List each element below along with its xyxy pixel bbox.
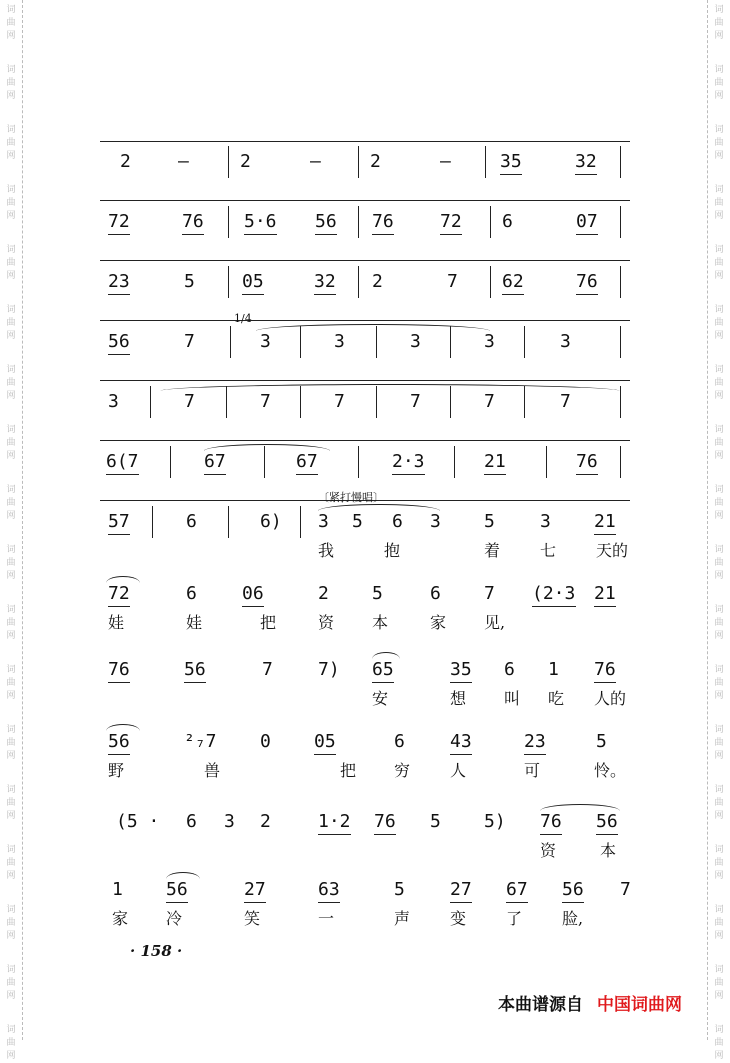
lyric-char: 七 xyxy=(540,541,557,560)
bar-line xyxy=(490,206,491,238)
footer-source-text: 本曲谱源自 xyxy=(498,995,583,1015)
watermark-text: 词 曲 网 xyxy=(714,425,724,461)
watermark-text: 词 曲 网 xyxy=(714,5,724,41)
slur-arc xyxy=(106,724,140,731)
jianpu-note: 72 xyxy=(440,211,462,232)
jianpu-note: 7) xyxy=(318,659,340,680)
lyric-char: 冷 xyxy=(166,909,183,928)
bar-line xyxy=(620,326,621,358)
jianpu-note: 1 xyxy=(112,879,123,900)
beat-underline xyxy=(374,834,396,835)
beat-underline xyxy=(596,834,618,835)
watermark-text: 词 曲 网 xyxy=(6,245,16,281)
system-rule xyxy=(100,260,630,261)
jianpu-note: 3 xyxy=(334,331,345,352)
lyric-char: 本 xyxy=(600,841,617,860)
jianpu-note: 0 xyxy=(260,731,271,752)
jianpu-note: 7 xyxy=(447,271,458,292)
lyric-char: 家 xyxy=(112,909,129,928)
lyric-char: 可 xyxy=(524,761,541,780)
jianpu-note: 67 xyxy=(296,451,318,472)
jianpu-note: 67 xyxy=(506,879,528,900)
bar-line xyxy=(485,146,486,178)
slur-arc xyxy=(106,576,140,583)
meter-mark: 1/4 xyxy=(234,312,252,325)
beat-underline xyxy=(108,354,130,355)
beat-underline xyxy=(440,234,462,235)
watermark-text: 词 曲 网 xyxy=(714,725,724,761)
lyric-char: 着 xyxy=(484,541,501,560)
lyric-char: 一 xyxy=(318,909,335,928)
watermark-text: 词 曲 网 xyxy=(6,665,16,701)
beat-underline xyxy=(540,834,562,835)
bar-line xyxy=(228,266,229,298)
jianpu-note: 76 xyxy=(576,451,598,472)
lyric-char: 天的 xyxy=(596,541,629,560)
beat-underline xyxy=(594,606,616,607)
jianpu-note: 2 xyxy=(372,271,383,292)
jianpu-note: 7 xyxy=(484,391,495,412)
jianpu-note: ²₇7 xyxy=(184,731,217,752)
bar-line xyxy=(620,206,621,238)
beat-underline xyxy=(244,902,266,903)
jianpu-note: 35 xyxy=(450,659,472,680)
beat-underline xyxy=(314,754,336,755)
jianpu-note: 56 xyxy=(108,731,130,752)
jianpu-note: 57 xyxy=(108,511,130,532)
jianpu-note: 32 xyxy=(314,271,336,292)
jianpu-note: 23 xyxy=(524,731,546,752)
jianpu-note: 5·6 xyxy=(244,211,277,232)
watermark-text: 词 曲 网 xyxy=(6,185,16,221)
jianpu-note: 56 xyxy=(166,879,188,900)
beat-underline xyxy=(372,682,394,683)
jianpu-note: 62 xyxy=(502,271,524,292)
jianpu-note: 7 xyxy=(560,391,571,412)
watermark-text: 词 曲 网 xyxy=(6,485,16,521)
beat-underline xyxy=(108,754,130,755)
watermark-text: 词 曲 网 xyxy=(6,845,16,881)
lyric-char: 声 xyxy=(394,909,411,928)
jianpu-note: 5 xyxy=(184,271,195,292)
beat-underline xyxy=(532,606,576,607)
score-row xyxy=(100,152,630,192)
beat-underline xyxy=(576,474,598,475)
lyric-char: 笑 xyxy=(244,909,261,928)
beat-underline xyxy=(484,474,506,475)
footer-site-link[interactable]: 中国词曲网 xyxy=(597,995,682,1015)
lyric-char: 本 xyxy=(372,613,389,632)
beat-underline xyxy=(392,474,425,475)
jianpu-note: 5 xyxy=(352,511,363,532)
beat-underline xyxy=(450,754,472,755)
jianpu-note: 3 xyxy=(430,511,441,532)
jianpu-note: 76 xyxy=(372,211,394,232)
score-row xyxy=(100,732,630,772)
lyric-char: 把 xyxy=(260,613,277,632)
beat-underline xyxy=(562,902,584,903)
system-rule xyxy=(100,440,630,441)
watermark-text: 词 曲 网 xyxy=(714,545,724,581)
jianpu-note: 35 xyxy=(500,151,522,172)
jianpu-note: 56 xyxy=(562,879,584,900)
beat-underline xyxy=(204,474,226,475)
beat-underline xyxy=(296,474,318,475)
score-row xyxy=(100,212,630,252)
beat-underline xyxy=(184,682,206,683)
jianpu-note: 76 xyxy=(540,811,562,832)
beat-underline xyxy=(166,902,188,903)
watermark-text: 词 曲 网 xyxy=(714,125,724,161)
watermark-text: 词 曲 网 xyxy=(714,485,724,521)
system-rule xyxy=(100,380,630,381)
bar-line xyxy=(300,506,301,538)
jianpu-note: — xyxy=(310,151,321,172)
bar-line xyxy=(228,146,229,178)
jianpu-note: 27 xyxy=(450,879,472,900)
bar-line xyxy=(358,146,359,178)
jianpu-note: 6(7 xyxy=(106,451,139,472)
beat-underline xyxy=(502,294,524,295)
score-row xyxy=(100,452,630,492)
jianpu-note: 3 xyxy=(260,331,271,352)
beat-underline xyxy=(594,534,616,535)
jianpu-note: 3 xyxy=(224,811,235,832)
jianpu-note: — xyxy=(178,151,189,172)
watermark-text: 词 曲 网 xyxy=(714,965,724,1001)
watermark-text: 词 曲 网 xyxy=(714,845,724,881)
beat-underline xyxy=(108,606,130,607)
watermark-text: 词 曲 网 xyxy=(714,365,724,401)
jianpu-note: 3 xyxy=(410,331,421,352)
jianpu-note: 6 xyxy=(186,511,197,532)
watermark-text: 词 曲 网 xyxy=(714,785,724,821)
jianpu-note: 6 xyxy=(186,583,197,604)
bar-line xyxy=(150,386,151,418)
lyric-char: 安 xyxy=(372,689,389,708)
jianpu-note: 21 xyxy=(484,451,506,472)
lyric-char: 资 xyxy=(318,613,335,632)
watermark-text: 词 曲 网 xyxy=(6,725,16,761)
bar-line xyxy=(228,506,229,538)
beat-underline xyxy=(242,606,264,607)
lyric-char: 了 xyxy=(506,909,523,928)
bar-line xyxy=(546,446,547,478)
jianpu-note: 1 xyxy=(548,659,559,680)
lyric-char: 抱 xyxy=(384,541,401,560)
jianpu-note: 7 xyxy=(184,331,195,352)
jianpu-note: 2 xyxy=(120,151,131,172)
score-row xyxy=(100,584,630,624)
watermark-text: 词 曲 网 xyxy=(714,305,724,341)
beat-underline xyxy=(318,834,351,835)
lyric-char: 吃 xyxy=(548,689,565,708)
jianpu-note: 3 xyxy=(540,511,551,532)
watermark-text: 词 曲 网 xyxy=(6,605,16,641)
jianpu-note: 2 xyxy=(260,811,271,832)
slur-arc xyxy=(160,384,620,391)
bar-line xyxy=(620,146,621,178)
slur-arc xyxy=(166,872,200,879)
watermark-text: 词 曲 网 xyxy=(714,65,724,101)
lyric-char: 想 xyxy=(450,689,467,708)
jianpu-note: 05 xyxy=(314,731,336,752)
jianpu-note: 5 xyxy=(484,511,495,532)
jianpu-note: 21 xyxy=(594,583,616,604)
watermark-text: 词 曲 网 xyxy=(714,185,724,221)
jianpu-note: 6) xyxy=(260,511,282,532)
jianpu-note: 6 xyxy=(186,811,197,832)
beat-underline xyxy=(576,234,598,235)
beat-underline xyxy=(594,682,616,683)
jianpu-note: 76 xyxy=(108,659,130,680)
jianpu-note: 76 xyxy=(576,271,598,292)
beat-underline xyxy=(450,902,472,903)
watermark-text: 词 曲 网 xyxy=(6,905,16,941)
jianpu-note: 06 xyxy=(242,583,264,604)
watermark-text: 词 曲 网 xyxy=(6,365,16,401)
beat-underline xyxy=(372,234,394,235)
watermark-text: 词 曲 网 xyxy=(714,665,724,701)
jianpu-note: 72 xyxy=(108,583,130,604)
jianpu-note: 7 xyxy=(260,391,271,412)
bar-line xyxy=(358,206,359,238)
jianpu-note: 23 xyxy=(108,271,130,292)
watermark-text: 词 曲 网 xyxy=(6,425,16,461)
beat-underline xyxy=(450,682,472,683)
beat-underline xyxy=(242,294,264,295)
jianpu-note: 2·3 xyxy=(392,451,425,472)
lyric-char: 资 xyxy=(540,841,557,860)
jianpu-note: 56 xyxy=(315,211,337,232)
beat-underline xyxy=(500,174,522,175)
jianpu-note: 3 xyxy=(484,331,495,352)
watermark-text: 词 曲 网 xyxy=(6,965,16,1001)
jianpu-note: — xyxy=(440,151,451,172)
beat-underline xyxy=(108,682,130,683)
lyric-char: 见, xyxy=(484,613,506,632)
jianpu-note: 07 xyxy=(576,211,598,232)
system-rule xyxy=(100,200,630,201)
bar-line xyxy=(358,266,359,298)
jianpu-note: 27 xyxy=(244,879,266,900)
bar-line xyxy=(358,446,359,478)
lyric-char: 脸, xyxy=(562,909,584,928)
beat-underline xyxy=(315,234,337,235)
jianpu-note: 56 xyxy=(108,331,130,352)
beat-underline xyxy=(506,902,528,903)
jianpu-note: 5 xyxy=(430,811,441,832)
tempo-marking: 〔紧打慢唱〕 xyxy=(318,491,384,504)
jianpu-note: 7 xyxy=(262,659,273,680)
bar-line xyxy=(228,206,229,238)
watermark-text: 词 曲 网 xyxy=(6,1025,16,1061)
system-rule xyxy=(100,320,630,321)
lyric-char: 家 xyxy=(430,613,447,632)
jianpu-note: 6 xyxy=(394,731,405,752)
jianpu-note: 7 xyxy=(620,879,631,900)
watermark-text: 词 曲 网 xyxy=(6,305,16,341)
beat-underline xyxy=(108,294,130,295)
lyric-char: 野 xyxy=(108,761,125,780)
jianpu-note: 56 xyxy=(184,659,206,680)
jianpu-note: 6 xyxy=(502,211,513,232)
jianpu-note: 5) xyxy=(484,811,506,832)
jianpu-note: 5 xyxy=(372,583,383,604)
jianpu-note: 56 xyxy=(596,811,618,832)
beat-underline xyxy=(524,754,546,755)
jianpu-note: 32 xyxy=(575,151,597,172)
lyric-char: 变 xyxy=(450,909,467,928)
slur-arc xyxy=(372,652,400,659)
lyric-char: 我 xyxy=(318,541,335,560)
beat-underline xyxy=(575,174,597,175)
watermark-text: 词 曲 网 xyxy=(6,5,16,41)
jianpu-note: 3 xyxy=(560,331,571,352)
bar-line xyxy=(524,326,525,358)
jianpu-note: 21 xyxy=(594,511,616,532)
slur-arc xyxy=(204,444,330,451)
jianpu-note: 63 xyxy=(318,879,340,900)
jianpu-note: 6 xyxy=(430,583,441,604)
jianpu-note: (5 · xyxy=(116,811,160,832)
score-row xyxy=(100,332,630,372)
beat-underline xyxy=(106,474,139,475)
bar-line xyxy=(620,266,621,298)
lyric-char: 怜。 xyxy=(594,761,627,780)
lyric-char: 人 xyxy=(450,761,467,780)
watermark-text: 词 曲 网 xyxy=(6,65,16,101)
jianpu-note: 6 xyxy=(504,659,515,680)
beat-underline xyxy=(108,234,130,235)
jianpu-note: 2 xyxy=(240,151,251,172)
jianpu-note: 6 xyxy=(392,511,403,532)
top-rule xyxy=(100,141,630,142)
slur-arc xyxy=(540,804,620,811)
jianpu-note: 76 xyxy=(594,659,616,680)
jianpu-note: 72 xyxy=(108,211,130,232)
watermark-text: 词 曲 网 xyxy=(714,605,724,641)
watermark-text: 词 曲 网 xyxy=(6,785,16,821)
lyric-char: 人的 xyxy=(594,689,627,708)
watermark-text: 词 曲 网 xyxy=(714,245,724,281)
score-row xyxy=(100,392,630,432)
jianpu-note: 1·2 xyxy=(318,811,351,832)
bar-line xyxy=(230,326,231,358)
beat-underline xyxy=(318,902,340,903)
page-number: · 158 · xyxy=(130,942,183,960)
beat-underline xyxy=(182,234,204,235)
bar-line xyxy=(490,266,491,298)
bar-line xyxy=(454,446,455,478)
lyric-char: 叫 xyxy=(504,689,521,708)
beat-underline xyxy=(244,234,277,235)
jianpu-note: 43 xyxy=(450,731,472,752)
jianpu-note: 76 xyxy=(374,811,396,832)
jianpu-note: 05 xyxy=(242,271,264,292)
bar-line xyxy=(620,446,621,478)
score-row xyxy=(100,272,630,312)
right-watermark-strip xyxy=(707,0,730,1061)
jianpu-note: 7 xyxy=(334,391,345,412)
beat-underline xyxy=(314,294,336,295)
lyric-char: 娃 xyxy=(108,613,125,632)
jianpu-note: 7 xyxy=(410,391,421,412)
beat-underline xyxy=(576,294,598,295)
jianpu-note: 2 xyxy=(318,583,329,604)
slur-arc xyxy=(318,504,440,511)
bar-line xyxy=(170,446,171,478)
jianpu-note: 3 xyxy=(108,391,119,412)
watermark-text: 词 曲 网 xyxy=(6,545,16,581)
watermark-text: 词 曲 网 xyxy=(6,125,16,161)
jianpu-note: 5 xyxy=(394,879,405,900)
watermark-text: 词 曲 网 xyxy=(714,1025,724,1061)
jianpu-note: 7 xyxy=(484,583,495,604)
jianpu-note: 7 xyxy=(184,391,195,412)
left-watermark-strip xyxy=(0,0,23,1061)
lyric-char: 穷 xyxy=(394,761,411,780)
jianpu-note: 67 xyxy=(204,451,226,472)
bar-line xyxy=(620,386,621,418)
jianpu-note: 2 xyxy=(370,151,381,172)
jianpu-note: 65 xyxy=(372,659,394,680)
bar-line xyxy=(152,506,153,538)
lyric-char: 把 xyxy=(340,761,357,780)
footer xyxy=(498,990,682,1015)
lyric-char: 兽 xyxy=(204,761,221,780)
jianpu-note: 5 xyxy=(596,731,607,752)
slur-arc xyxy=(256,324,490,331)
lyric-char: 娃 xyxy=(186,613,203,632)
jianpu-note: (2·3 xyxy=(532,583,576,604)
watermark-text: 词 曲 网 xyxy=(714,905,724,941)
beat-underline xyxy=(108,534,130,535)
jianpu-note: 3 xyxy=(318,511,329,532)
jianpu-note: 76 xyxy=(182,211,204,232)
